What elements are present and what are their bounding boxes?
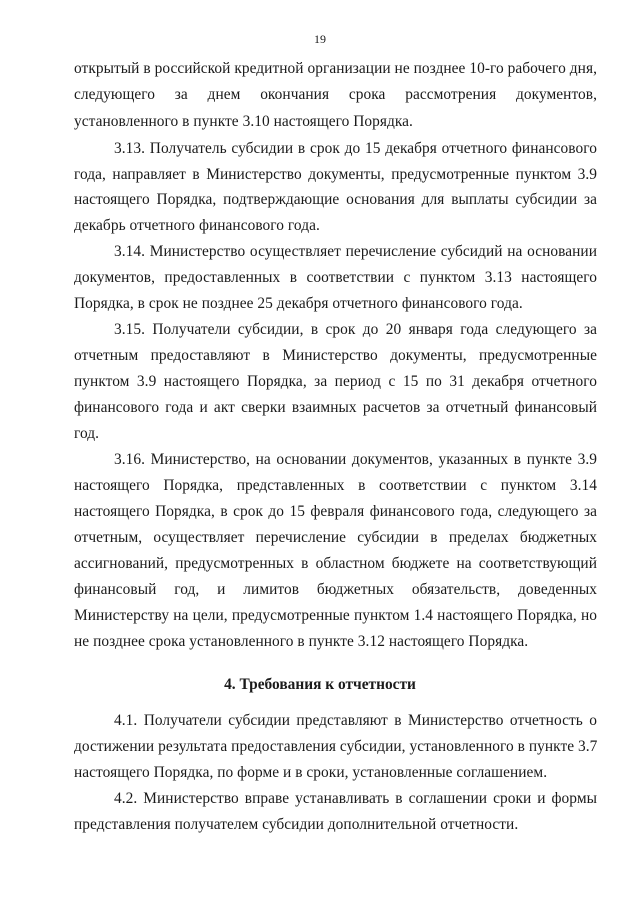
text-line: документов, предоставленных в соответствии с пунктом 3.13 настоящего [74, 269, 597, 286]
text-line: установленного в пункте 3.10 настоящего Порядка. [74, 113, 413, 130]
paragraph-start-3-13: 3.13. Получатель субсидии в срок до 15 декабря отчетного финансового [114, 140, 597, 157]
paragraph-start-3-14: 3.14. Министерство осуществляет перечисление субсидий на основании [114, 243, 597, 260]
text-line: настоящего Порядка, представленных в соответствии с пунктом 3.14 [74, 477, 597, 494]
text-line: отчетным предоставляют в Министерство документы, предусмотренные [74, 347, 597, 364]
text-line: декабрь отчетного финансового года. [74, 217, 320, 234]
text-line: финансовый год, и лимитов бюджетных обязательств, доведенных [74, 581, 597, 598]
text-line: отчетным, осуществляет перечисление субсидии в пределах бюджетных [74, 529, 597, 546]
paragraph-start-4-1: 4.1. Получатели субсидии представляют в Министерство отчетность о [114, 712, 597, 729]
text-line: финансового года и акт сверки взаимных расчетов за отчетный финансовый [74, 399, 597, 416]
text-line: не позднее срока установленного в пункте 3.12 настоящего Порядка. [74, 633, 529, 650]
text-line: Порядка, в срок не позднее 25 декабря отчетного финансового года. [74, 295, 523, 312]
page-number: 19 [314, 32, 326, 46]
text-line: год. [74, 425, 100, 442]
text-line: достижении результата предоставления субсидии, установленного в пункте 3.7 [74, 738, 598, 755]
section-heading: 4. Требования к отчетности [224, 676, 416, 693]
text-line: представления получателем субсидии дополнительной отчетности. [74, 816, 519, 833]
paragraph-start-3-16: 3.16. Министерство, на основании документов, указанных в пункте 3.9 [114, 451, 597, 468]
text-line: следующего за днем окончания срока рассмотрения документов, [74, 86, 597, 103]
text-line: года, направляет в Министерство документы, предусмотренные пунктом 3.9 [74, 166, 597, 183]
text-line: пунктом 3.9 настоящего Порядка, за период с 15 по 31 декабря отчетного [74, 373, 597, 390]
text-line: настоящего Порядка, подтверждающие основания для выплаты субсидии за [74, 191, 597, 208]
text-line: настоящего Порядка, по форме и в сроки, установленные соглашением. [74, 764, 548, 781]
text-line: Министерству на цели, предусмотренные пунктом 1.4 настоящего Порядка, но [74, 607, 597, 624]
text-line: ассигнований, предусмотренных в областном бюджете на соответствующий [74, 555, 597, 572]
paragraph-start-4-2: 4.2. Министерство вправе устанавливать в соглашении сроки и формы [114, 790, 597, 807]
text-line: настоящего Порядка, в срок до 15 февраля финансового года, следующего за [74, 503, 597, 520]
text-line: открытый в российской кредитной организации не позднее 10-го рабочего дня, [74, 60, 597, 77]
paragraph-start-3-15: 3.15. Получатели субсидии, в срок до 20 января года следующего за [114, 321, 597, 338]
